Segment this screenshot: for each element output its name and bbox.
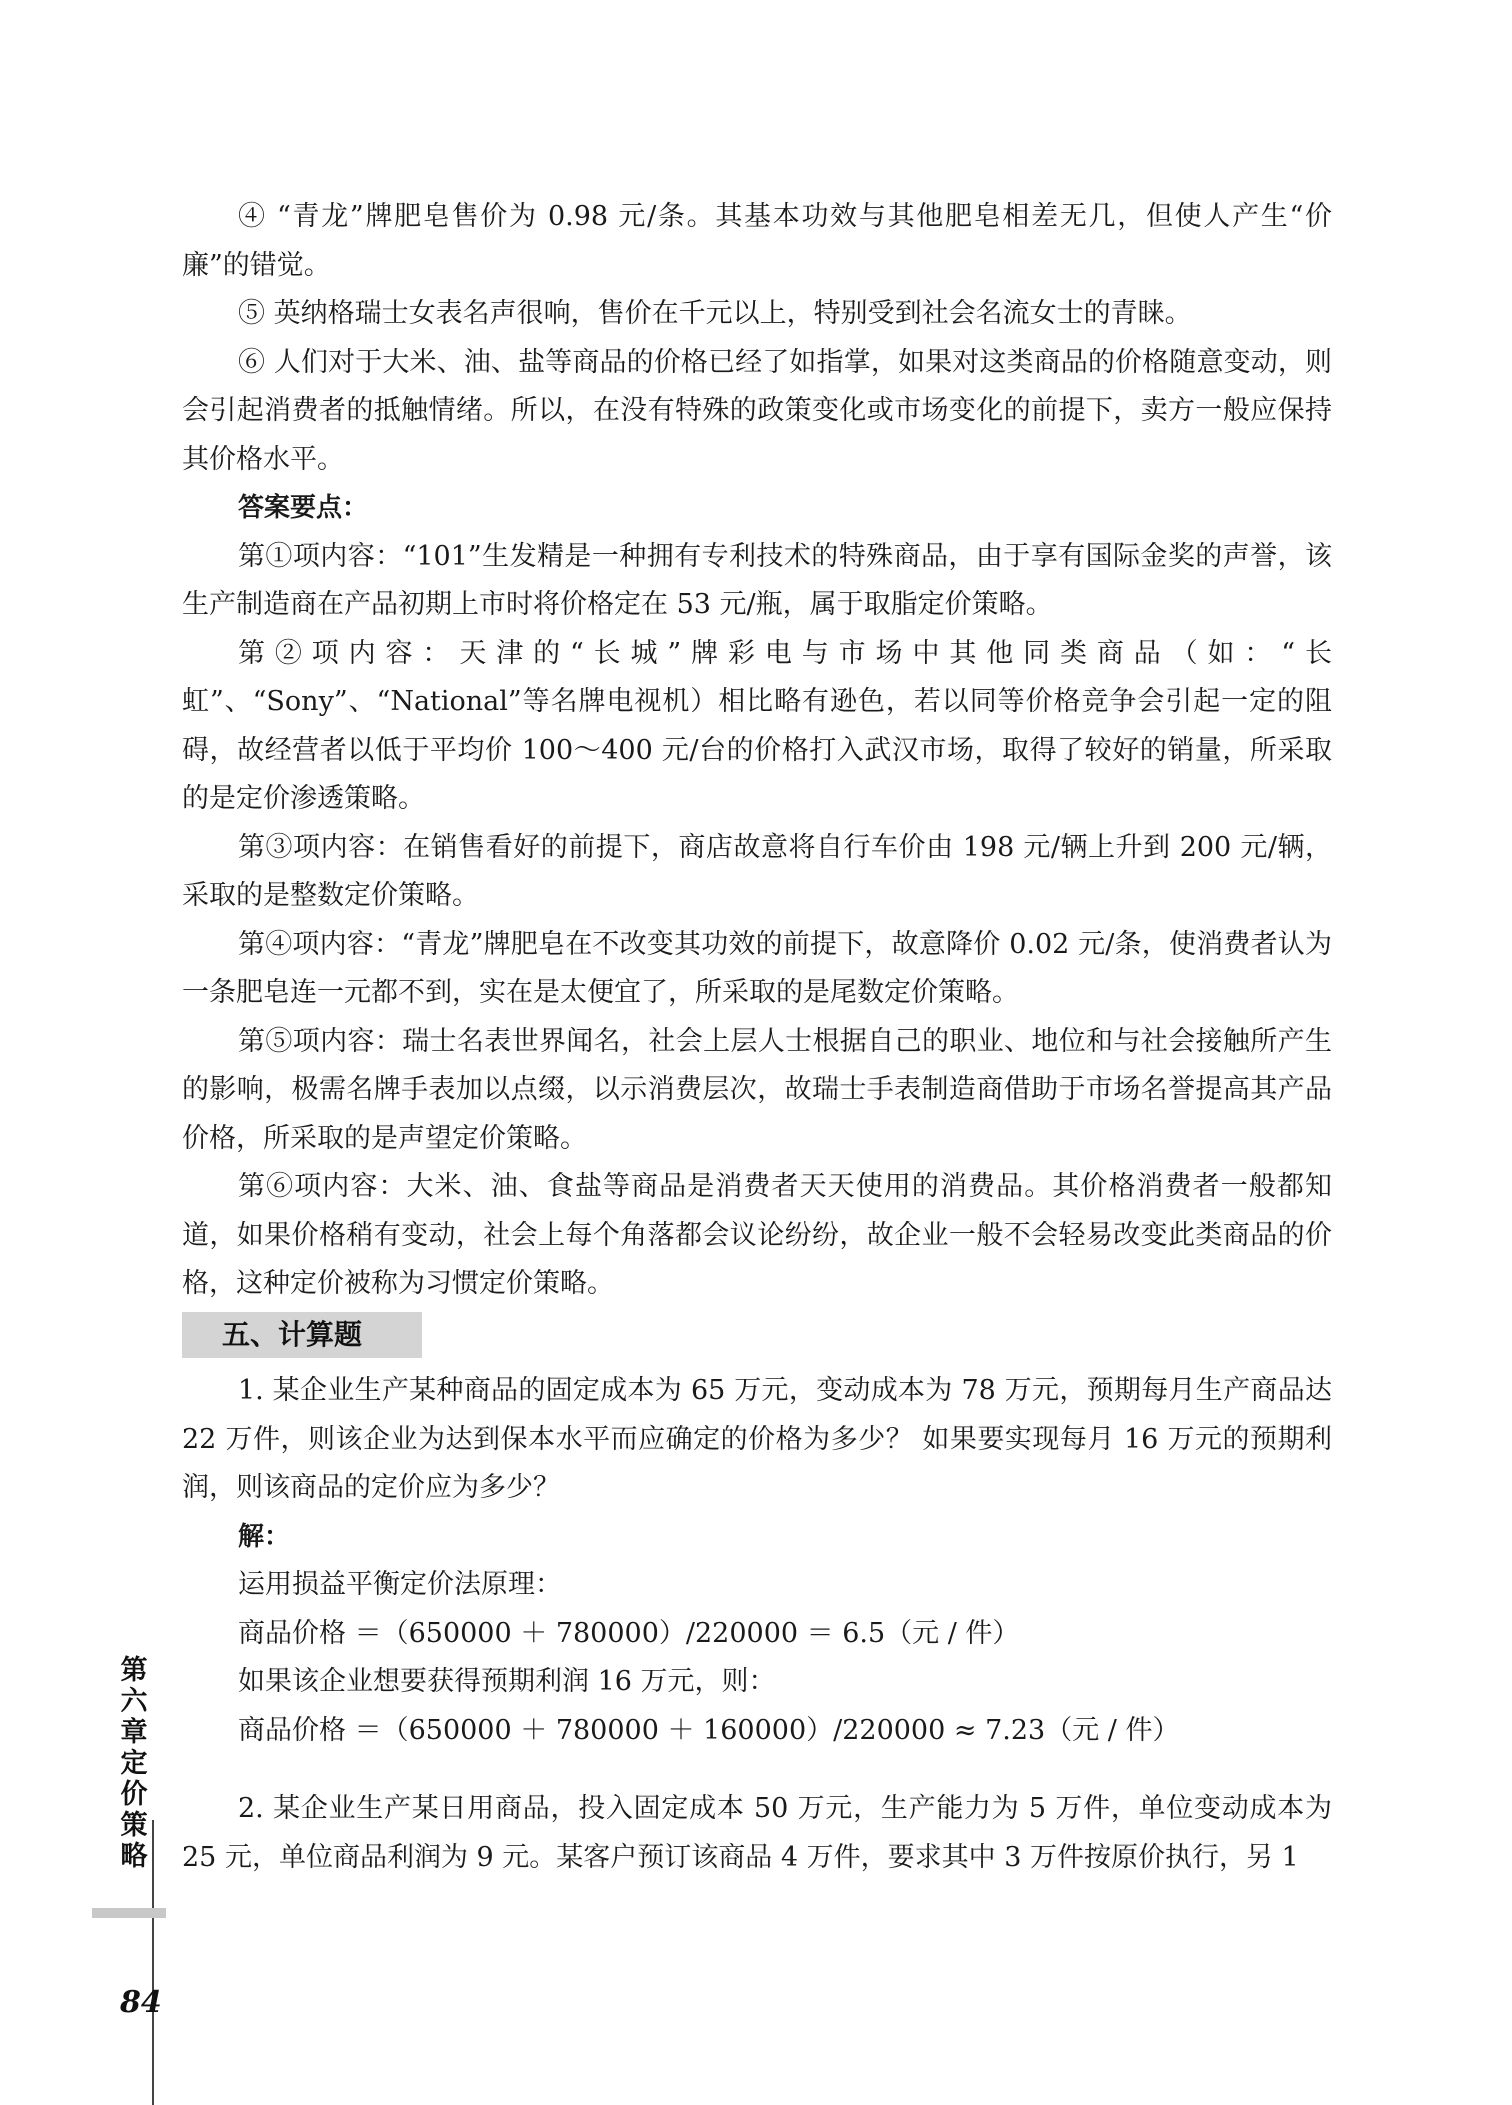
solution-line-3: 如果该企业想要获得预期利润 16 万元，则：: [238, 1666, 776, 1697]
question-2: 2. 某企业生产某日用商品，投入固定成本 50 万元，生产能力为 5 万件，单位变动成本为 25 元，单位商品利润为 9 元。某客户预订该商品 4 万件，要求其中 3 万件按原价执行，另 1: [182, 1793, 1332, 1873]
answer-3: 第③项内容：在销售看好的前提下，商店故意将自行车价由 198 元/辆上升到 200 元/辆，采取的是整数定价策略。: [182, 831, 1332, 911]
side-gray-bar: [92, 1908, 166, 1918]
section-heading-calculation: 五、计算题: [182, 1312, 422, 1358]
item-5-text: ⑤ 英纳格瑞士女表名声很响，售价在千元以上，特别受到社会名流女士的青睐。: [238, 298, 1192, 329]
solution-line-1: 运用损益平衡定价法原理：: [238, 1569, 562, 1600]
answer-4: 第④项内容：“青龙”牌肥皂在不改变其功效的前提下，故意降价 0.02 元/条，使消费者认为一条肥皂连一元都不到，实在是太便宜了，所采取的是尾数定价策略。: [182, 928, 1332, 1008]
solution-label: 解：: [238, 1521, 291, 1552]
answer-6: 第⑥项内容：大米、油、食盐等商品是消费者天天使用的消费品。其价格消费者一般都知道，如果价格稍有变动，社会上每个角落都会议论纷纷，故企业一般不会轻易改变此类商品的价格，这种定价被称为习惯定价策略。: [182, 1171, 1332, 1299]
item-6-text: ⑥ 人们对于大米、油、盐等商品的价格已经了如指掌，如果对这类商品的价格随意变动，则会引起消费者的抵触情绪。所以，在没有特殊的政策变化或市场变化的前提下，卖方一般应保持其价格水平。: [182, 346, 1332, 475]
chapter-side-title: 第六章 定价策略: [120, 1655, 148, 1872]
answer-2: 第②项内容：天津的“长城”牌彩电与市场中其他同类商品（如：“长虹”、“Sony”、“National”等名牌电视机）相比略有逊色，若以同等价格竞争会引起一定的阻碍，故经营者以低于平均价 100～400 元/台的价格打入武汉市场，取得了较好的销量，所采取的是定价渗透策略。: [182, 637, 1332, 814]
spacer: [182, 1357, 1332, 1367]
side-vertical-rule: [152, 1820, 154, 2105]
calculation-section: [182, 1357, 1332, 1882]
solution-line-4: 商品价格 ＝（650000 ＋ 780000 ＋ 160000）/220000 ≈ 7.23（元 / 件）: [238, 1714, 1180, 1746]
question-1: 1. 某企业生产某种商品的固定成本为 65 万元，变动成本为 78 万元，预期每月生产商品达 22 万件，则该企业为达到保本水平而应确定的价格为多少？ 如果要实现每月 16 万元的预期利润，则该商品的定价应为多少？: [182, 1375, 1332, 1503]
answer-1: 第①项内容：“101”生发精是一种拥有专利技术的特殊商品，由于享有国际金奖的声誉，该生产制造商在产品初期上市时将价格定在 53 元/瓶，属于取脂定价策略。: [182, 540, 1332, 620]
page-number: 84: [120, 1985, 162, 2020]
answer-label: 答案要点：: [238, 493, 369, 523]
item-4-text: ④ “青龙”牌肥皂售价为 0.98 元/条。其基本功效与其他肥皂相差无几，但使人产生“价廉”的错觉。: [182, 201, 1332, 281]
answer-5: 第⑤项内容：瑞士名表世界闻名，社会上层人士根据自己的职业、地位和与社会接触所产生的影响，极需名牌手表加以点缀，以示消费层次，故瑞士手表制造商借助于市场名誉提高其产品价格，所采取的是声望定价策略。: [182, 1025, 1332, 1154]
answer-section: [182, 193, 1332, 1309]
solution-line-2: 商品价格 ＝（650000 ＋ 780000）/220000 ＝ 6.5（元 / 件）: [238, 1617, 1020, 1649]
spacer: [182, 1755, 1332, 1785]
